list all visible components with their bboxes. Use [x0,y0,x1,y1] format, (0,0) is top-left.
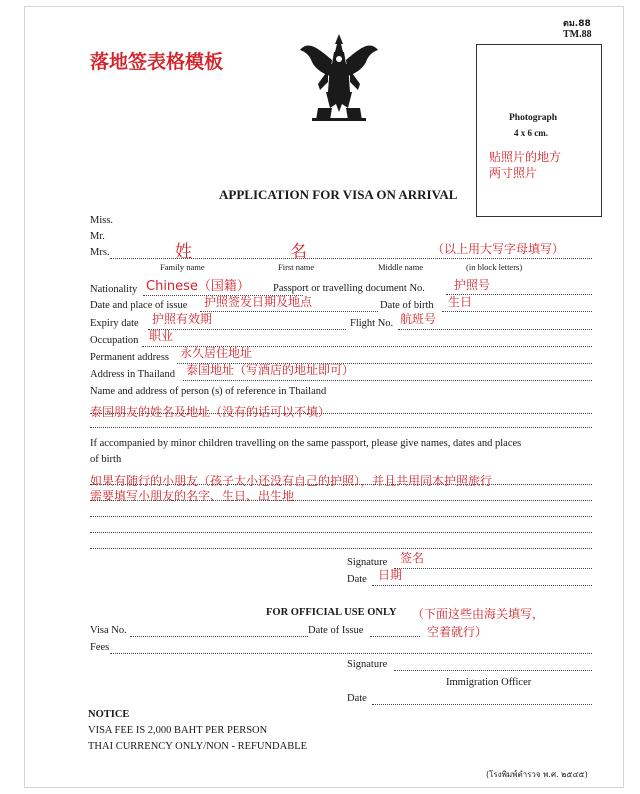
children-line-1 [90,484,592,485]
ann-date-of-birth: 生日 [448,295,473,309]
label-middle-name: Middle name [378,262,424,272]
photo-note-1: 贴照片的地方 [489,150,562,164]
photo-label: Photograph [509,113,558,123]
label-block-letters: (in block letters) [466,262,523,272]
label-date: Date [347,574,367,585]
flight-line [398,329,592,330]
label-fees: Fees [90,642,110,653]
ann-permanent-address: 永久居住地址 [180,346,253,360]
ann-given-name: 名 [290,242,307,262]
notice-line-2: THAI CURRENCY ONLY/NON - REFUNDABLE [88,741,308,752]
date-of-issue-line [370,636,420,637]
label-visa-no: Visa No. [90,625,127,636]
photo-size: 4 x 6 cm. [514,128,548,138]
label-signature: Signature [347,557,388,568]
label-date-place-issue: Date and place of issue [90,300,188,311]
ann-official-1: （下面这些由海关填写， [412,607,545,621]
form-code-thai: ตม.88 [563,19,591,29]
ann-flight-no: 航班号 [400,312,437,326]
official-date-line [372,704,592,705]
children-line-2 [90,500,592,501]
children-instruction-1: If accompanied by minor children travelling on the same passport, please give names, dates and places [90,438,522,449]
notice-line-1: VISA FEE IS 2,000 BAHT PER PERSON [88,725,268,736]
ann-expiry-date: 护照有效期 [152,312,213,326]
children-line-5 [90,548,592,549]
garuda-emblem [296,30,382,124]
ann-capital-letters: （以上用大写字母填写） [432,242,565,256]
title-mr: Mr. [90,231,105,242]
label-occupation: Occupation [90,335,139,346]
label-date-of-birth: Date of birth [380,300,434,311]
photo-note-2: 两寸照片 [489,166,538,180]
label-permanent-address: Permanent address [90,352,170,363]
form-code-tm: TM.88 [563,29,592,40]
address-thailand-line [183,380,592,381]
label-family-name: Family name [160,262,205,272]
label-address-thailand: Address in Thailand [90,369,175,380]
label-official-signature: Signature [347,659,388,670]
label-nationality: Nationality [90,284,138,295]
visa-no-line [130,636,308,637]
children-line-3 [90,516,592,517]
expiry-line [148,329,346,330]
label-immigration-officer: Immigration Officer [446,677,532,688]
printer-footer: (โรงพิมพ์ตำรวจ พ.ศ. ๒๕๔๕) [486,770,588,779]
date-place-line [200,311,378,312]
fees-line [110,653,592,654]
dob-line [442,311,592,312]
ann-reference-person: 泰国朋友的姓名及地址（没有的话可以不填） [90,405,331,419]
children-instruction-2: of birth [90,454,122,465]
label-official-date: Date [347,693,367,704]
official-use-heading: FOR OFFICIAL USE ONLY [266,607,397,618]
children-line-4 [90,532,592,533]
title-mrs: Mrs. [90,247,110,258]
ann-passport-no: 护照号 [454,278,491,292]
title-miss: Miss. [90,215,114,226]
ann-children-2: 需要填写小朋友的名字、生日、出生地 [90,489,295,503]
ann-occupation: 职业 [149,329,174,343]
signature-line [394,568,592,569]
notice-heading: NOTICE [88,709,130,720]
ann-official-2: 空着就行） [427,625,488,639]
page-title-cn: 落地签表格模板 [90,51,224,73]
label-date-of-issue: Date of Issue [308,625,364,636]
ann-address-thailand: 泰国地址（写酒店的地址即可） [186,363,355,377]
label-passport-no: Passport or travelling document No. [273,283,425,294]
label-first-name: First name [278,262,315,272]
form-title: APPLICATION FOR VISA ON ARRIVAL [219,187,458,202]
label-expiry-date: Expiry date [90,318,139,329]
ann-date-place-issue: 护照签发日期及地点 [204,295,313,309]
label-flight-no: Flight No. [350,318,394,329]
ann-nationality: Chinese（国籍） [146,279,250,294]
official-signature-line [394,670,592,671]
date-line [372,585,592,586]
ann-signature: 签名 [400,551,425,565]
label-reference-person: Name and address of person (s) of reference in Thailand [90,386,327,397]
reference-line-2 [90,427,592,428]
ann-date: 日期 [378,568,403,582]
ann-children-1: 如果有随行的小朋友（孩子太小还没有自己的护照），并且共用同本护照旅行 [90,474,493,488]
ann-surname: 姓 [175,242,192,262]
